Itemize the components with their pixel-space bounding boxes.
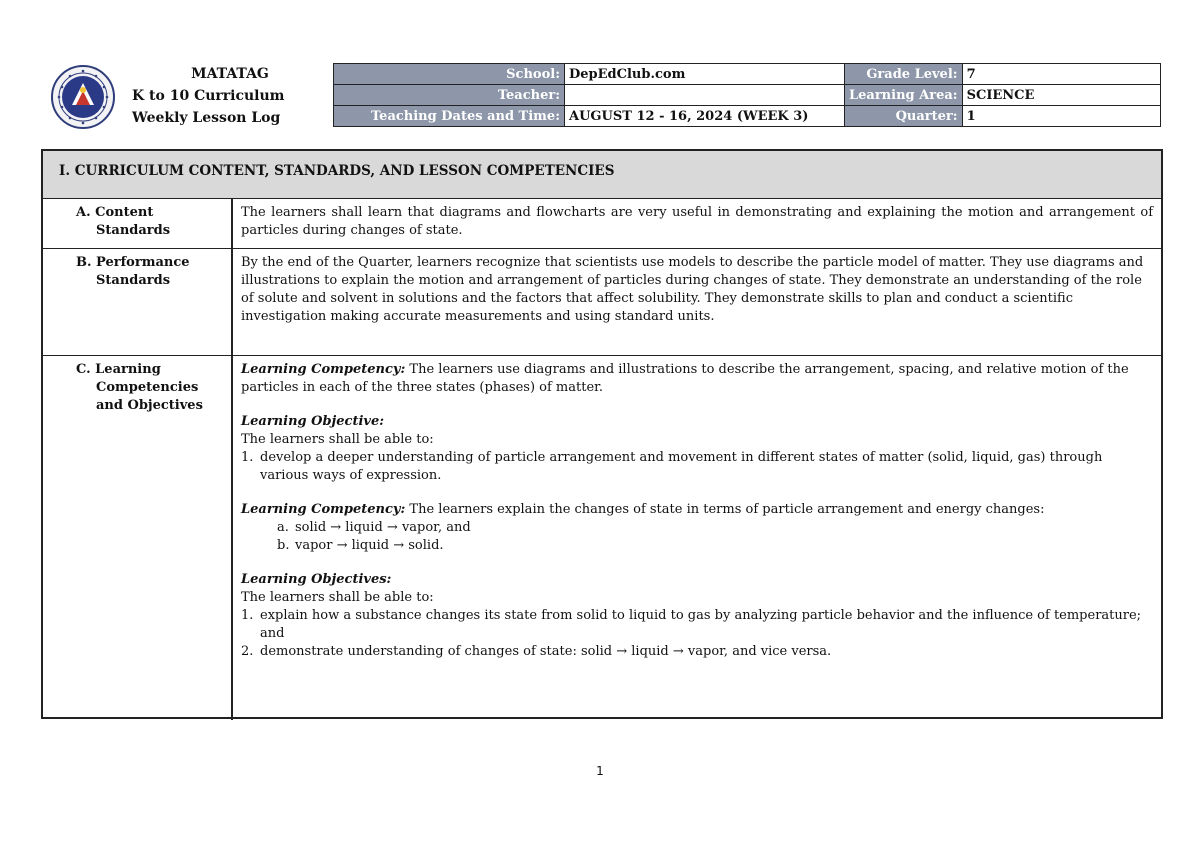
competency-1-label: Learning Competency: bbox=[241, 362, 406, 377]
objective-1-label: Learning Objective: bbox=[241, 414, 385, 429]
learning-competencies-content bbox=[233, 356, 1161, 720]
quarter-label: Quarter: bbox=[845, 106, 963, 127]
performance-standards-text: By the end of the Quarter, learners recognize that scientists use models to describe the particle model of matter. They use diagrams and illustrations to explain the motion and arrangement of particles during changes of state. They demonstrate an understanding of the role of solute and solvent in solutions and the factors that affect solubility. They demonstrate skills to plan and conduct a scientific investigation making accurate measurements and using standard units. bbox=[241, 255, 1144, 324]
content-standards-label bbox=[43, 199, 233, 248]
school-value: DepEdClub.com bbox=[565, 64, 845, 85]
teaching-dates-label: Teaching Dates and Time: bbox=[334, 106, 565, 127]
teacher-value bbox=[565, 85, 845, 106]
list-item bbox=[241, 643, 1153, 661]
list-item-text: develop a deeper understanding of particle arrangement and movement in different states of matter (solid, liquid, gas) through various ways of expression. bbox=[260, 450, 1103, 483]
learning-competencies-row bbox=[43, 356, 1161, 720]
content-standards-label-1: A. Content bbox=[76, 205, 154, 220]
list-item-number: a. bbox=[277, 520, 289, 535]
list-item-text: vapor → liquid → solid. bbox=[295, 538, 444, 553]
list-item bbox=[241, 537, 1153, 555]
learning-competencies-label-2: Competencies bbox=[96, 380, 199, 395]
performance-standards-label-2: Standards bbox=[96, 273, 171, 288]
teacher-label: Teacher: bbox=[334, 85, 565, 106]
content-standards-text: The learners shall learn that diagrams and flowcharts are very useful in demonstrating and explaining the motion and arrangement of particles during changes of state. bbox=[241, 205, 1153, 238]
performance-standards-row bbox=[43, 249, 1161, 356]
grade-level-value: 7 bbox=[962, 64, 1160, 85]
learning-competencies-label bbox=[43, 356, 233, 720]
quarter-value: 1 bbox=[962, 106, 1160, 127]
page-number: 1 bbox=[596, 764, 604, 778]
competency-1 bbox=[241, 361, 1153, 397]
title-line-2: K to 10 Curriculum bbox=[132, 88, 285, 104]
list-item-number: b. bbox=[277, 538, 290, 553]
list-item-text: demonstrate understanding of changes of state: solid → liquid → vapor, and vice versa. bbox=[260, 644, 832, 659]
objective-2-list bbox=[241, 607, 1153, 661]
section-title: I. CURRICULUM CONTENT, STANDARDS, AND LESSON COMPETENCIES bbox=[43, 151, 1161, 199]
grade-level-label: Grade Level: bbox=[845, 64, 963, 85]
teaching-dates-value: AUGUST 12 - 16, 2024 (WEEK 3) bbox=[565, 106, 845, 127]
competency-2-list bbox=[241, 519, 1153, 555]
objective-2-label: Learning Objectives: bbox=[241, 572, 392, 587]
deped-seal-icon bbox=[50, 65, 116, 129]
competency-2-label: Learning Competency: bbox=[241, 502, 406, 517]
list-item-text: solid → liquid → vapor, and bbox=[295, 520, 471, 535]
list-item bbox=[241, 449, 1153, 485]
objective-2-intro: The learners shall be able to: bbox=[241, 590, 434, 605]
header-info-table bbox=[333, 63, 1161, 127]
content-standards-label-2: Standards bbox=[96, 223, 171, 238]
competency-1-text: The learners use diagrams and illustrations to describe the arrangement, spacing, and relative motion of the particles in each of the three states (phases) of matter. bbox=[241, 362, 1129, 395]
list-item bbox=[241, 607, 1153, 643]
school-label: School: bbox=[334, 64, 565, 85]
learning-competencies-label-3: and Objectives bbox=[96, 398, 203, 413]
list-item-number: 1. bbox=[241, 608, 254, 623]
competency-2 bbox=[241, 501, 1153, 519]
lesson-log-header bbox=[50, 63, 1164, 131]
list-item-text: explain how a substance changes its state from solid to liquid to gas by analyzing particle behavior and the influence of temperature; and bbox=[260, 608, 1142, 641]
learning-area-label: Learning Area: bbox=[845, 85, 963, 106]
content-standards-row bbox=[43, 199, 1161, 249]
competency-2-text: The learners explain the changes of state in terms of particle arrangement and energy changes: bbox=[405, 502, 1045, 517]
objective-1-intro: The learners shall be able to: bbox=[241, 432, 434, 447]
curriculum-table bbox=[41, 149, 1163, 719]
list-item-number: 2. bbox=[241, 644, 254, 659]
performance-standards-label-1: B. Performance bbox=[76, 255, 190, 270]
list-item-number: 1. bbox=[241, 450, 254, 465]
learning-competencies-label-1: C. Learning bbox=[76, 362, 161, 377]
learning-area-value: SCIENCE bbox=[962, 85, 1160, 106]
objective-1-list bbox=[241, 449, 1153, 485]
title-line-1: MATATAG bbox=[191, 66, 269, 82]
title-line-3: Weekly Lesson Log bbox=[132, 110, 281, 126]
list-item bbox=[241, 519, 1153, 537]
performance-standards-label bbox=[43, 249, 233, 355]
